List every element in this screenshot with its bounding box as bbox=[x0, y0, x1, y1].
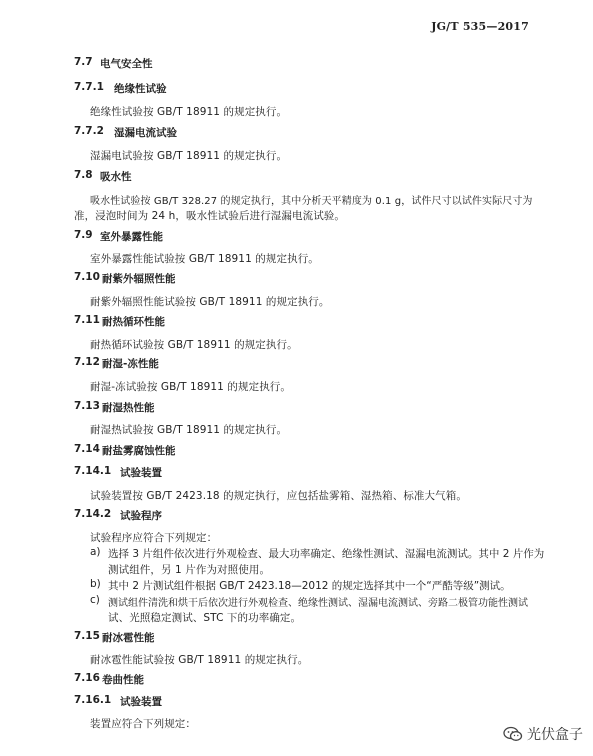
list-item-a bbox=[90, 546, 545, 560]
list-marker: a) bbox=[90, 546, 101, 558]
section-title: 卷曲性能 bbox=[102, 674, 144, 686]
section-number: 7.13 bbox=[74, 400, 100, 412]
heading-7-7 bbox=[74, 56, 153, 70]
heading-7-10 bbox=[74, 271, 176, 285]
list-marker: c) bbox=[90, 594, 100, 606]
paragraph-7-7-1: 绝缘性试验按 GB/T 18911 的规定执行。 bbox=[90, 106, 288, 118]
list-item-c-cont: 试、光照稳定测试、STC 下的功率确定。 bbox=[108, 612, 302, 624]
paragraph-7-13: 耐湿热试验按 GB/T 18911 的规定执行。 bbox=[90, 424, 288, 436]
section-number: 7.8 bbox=[74, 169, 93, 181]
section-title: 耐湿-冻性能 bbox=[102, 358, 159, 370]
watermark-text: 光伏盒子 bbox=[527, 727, 583, 743]
heading-7-13 bbox=[74, 400, 155, 414]
paragraph-7-9: 室外暴露性能试验按 GB/T 18911 的规定执行。 bbox=[90, 253, 319, 265]
section-title: 电气安全性 bbox=[100, 58, 153, 70]
heading-7-12 bbox=[74, 356, 159, 370]
section-title: 湿漏电流试验 bbox=[114, 127, 177, 139]
paragraph-7-8-line2: 准，浸泡时间为 24 h，吸水性试验后进行湿漏电流试验。 bbox=[74, 210, 345, 222]
paragraph-7-15: 耐冰雹性能试验按 GB/T 18911 的规定执行。 bbox=[90, 654, 309, 666]
list-item-b bbox=[90, 578, 530, 592]
heading-7-8 bbox=[74, 169, 132, 183]
wechat-icon bbox=[503, 726, 523, 742]
section-title: 耐盐雾腐蚀性能 bbox=[102, 445, 176, 457]
paragraph-7-14-1: 试验装置按 GB/T 2423.18 的规定执行，应包括盐雾箱、湿热箱、标准大气箱。 bbox=[90, 490, 467, 502]
section-number: 7.16 bbox=[74, 672, 100, 684]
paragraph-7-11: 耐热循环试验按 GB/T 18911 的规定执行。 bbox=[90, 339, 298, 351]
section-title: 绝缘性试验 bbox=[114, 83, 167, 95]
section-number: 7.15 bbox=[74, 630, 100, 642]
paragraph-7-16-1: 装置应符合下列规定： bbox=[90, 718, 196, 730]
section-number: 7.7.1 bbox=[74, 81, 104, 93]
list-text: 测试组件清洗和烘干后依次进行外观检查、绝缘性测试、湿漏电流测试、旁路二极管功能性测试 bbox=[108, 598, 528, 609]
section-title: 耐冰雹性能 bbox=[102, 632, 155, 644]
paragraph-7-7-2: 湿漏电试验按 GB/T 18911 的规定执行。 bbox=[90, 150, 288, 162]
section-number: 7.16.1 bbox=[74, 694, 112, 706]
heading-7-14-2 bbox=[74, 508, 162, 522]
section-title: 室外暴露性能 bbox=[100, 231, 163, 243]
section-number: 7.14 bbox=[74, 443, 100, 455]
heading-7-11 bbox=[74, 314, 165, 328]
list-marker: b) bbox=[90, 578, 101, 590]
heading-7-16 bbox=[74, 672, 144, 686]
section-title: 耐热循环性能 bbox=[102, 316, 165, 328]
section-number: 7.12 bbox=[74, 356, 100, 368]
list-text: 选择 3 片组件依次进行外观检查、最大功率确定、绝缘性测试、湿漏电流测试。其中 2 片作为 bbox=[108, 548, 545, 560]
heading-7-14 bbox=[74, 443, 176, 457]
section-title: 耐湿热性能 bbox=[102, 402, 155, 414]
section-title: 试验装置 bbox=[120, 696, 162, 708]
section-number: 7.7.2 bbox=[74, 125, 104, 137]
section-title: 吸水性 bbox=[100, 171, 132, 183]
list-item-a-cont: 测试组件，另 1 片作为对照使用。 bbox=[108, 564, 271, 576]
section-number: 7.10 bbox=[74, 271, 100, 283]
paragraph-7-14-2: 试验程序应符合下列规定： bbox=[90, 532, 218, 544]
heading-7-7-2 bbox=[74, 125, 177, 139]
heading-7-7-1 bbox=[74, 81, 167, 95]
list-item-c bbox=[90, 594, 530, 608]
paragraph-7-12: 耐湿-冻试验按 GB/T 18911 的规定执行。 bbox=[90, 381, 291, 393]
heading-7-9 bbox=[74, 229, 163, 243]
section-number: 7.9 bbox=[74, 229, 93, 241]
standard-code-header: JG/T 535—2017 bbox=[431, 20, 529, 33]
heading-7-14-1 bbox=[74, 465, 162, 479]
paragraph-7-10: 耐紫外辐照性能试验按 GB/T 18911 的规定执行。 bbox=[90, 296, 330, 308]
paragraph-7-8-line1: 吸水性试验按 GB/T 328.27 的规定执行，其中分析天平精度为 0.1 g，试件尺寸以试件实际尺寸为 bbox=[90, 196, 533, 207]
section-title: 试验程序 bbox=[120, 510, 162, 522]
section-number: 7.14.1 bbox=[74, 465, 112, 477]
section-number: 7.7 bbox=[74, 56, 93, 68]
section-title: 试验装置 bbox=[120, 467, 162, 479]
heading-7-15 bbox=[74, 630, 155, 644]
section-number: 7.14.2 bbox=[74, 508, 112, 520]
wechat-watermark bbox=[503, 724, 583, 744]
section-number: 7.11 bbox=[74, 314, 100, 326]
heading-7-16-1 bbox=[74, 694, 162, 708]
list-text: 其中 2 片测试组件根据 GB/T 2423.18—2012 的规定选择其中一个“严酷等级”测试。 bbox=[108, 580, 511, 592]
section-title: 耐紫外辐照性能 bbox=[102, 273, 176, 285]
